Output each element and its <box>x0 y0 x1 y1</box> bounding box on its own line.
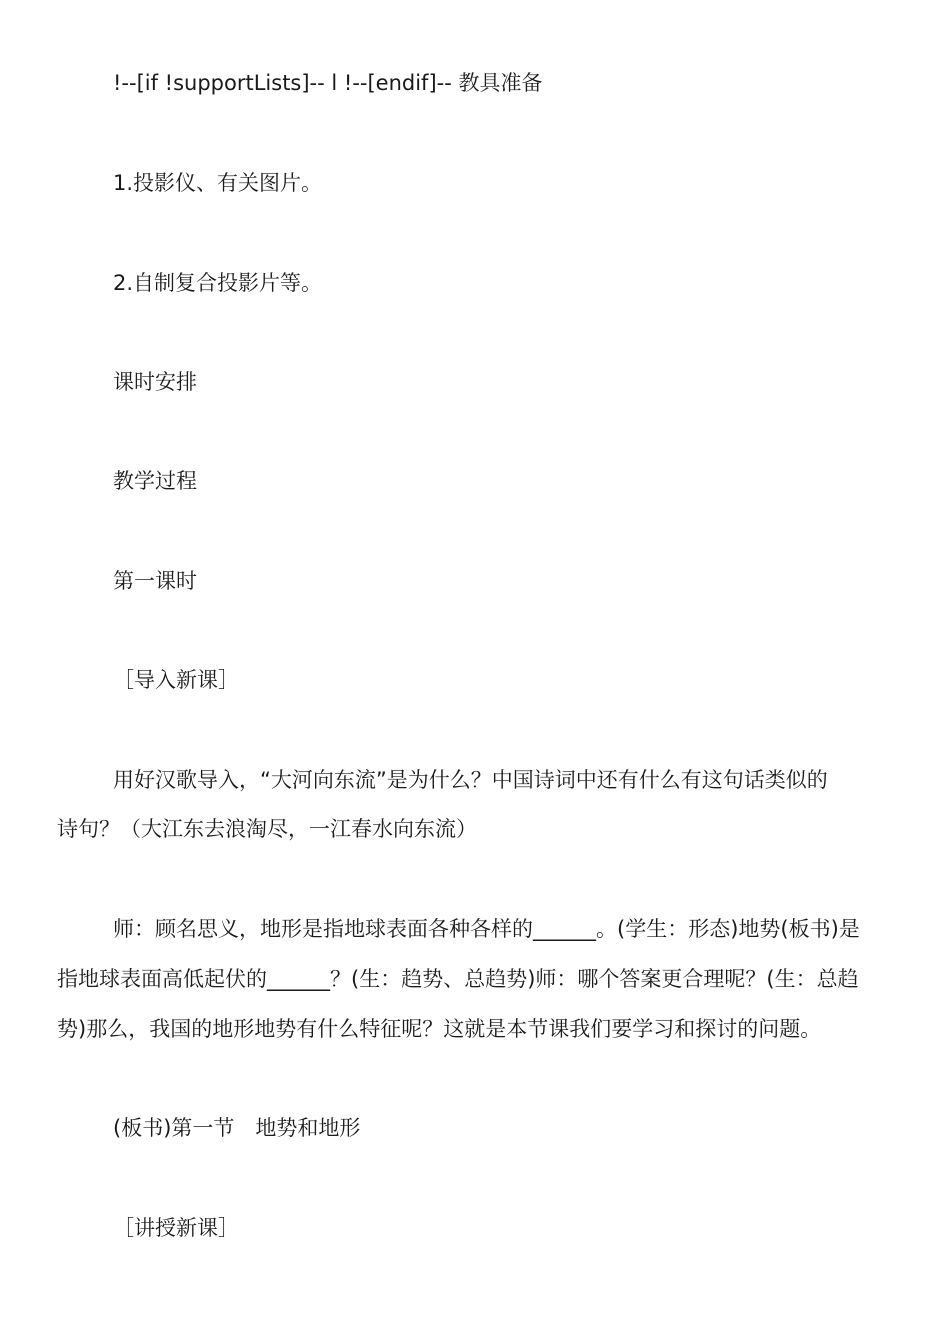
paragraph-teacher-line-2: 指地球表面高低起伏的______？(生：趋势、总趋势)师：哪个答案更合理呢？(生：总趋 <box>57 967 859 991</box>
section-intro-new-lesson: ［导入新课］ <box>113 668 239 692</box>
list-item-aid-1: 1.投影仪、有关图片。 <box>113 171 323 195</box>
heading-schedule: 课时安排 <box>113 370 197 394</box>
heading-teaching-process: 教学过程 <box>113 469 197 493</box>
heading-teaching-aids: !--[if !supportLists]-- l !--[endif]-- 教具准备 <box>113 71 543 95</box>
blackboard-section-title: (板书)第一节 地势和地形 <box>113 1116 361 1140</box>
paragraph-intro-line-1: 用好汉歌导入，“大河向东流”是为什么？中国诗词中还有什么有这句话类似的 <box>113 768 828 792</box>
list-item-aid-2: 2.自制复合投影片等。 <box>113 271 323 295</box>
paragraph-teacher-line-1: 师：顾名思义，地形是指地球表面各种各样的______。(学生：形态)地势(板书)是 <box>113 917 860 941</box>
heading-first-lesson: 第一课时 <box>113 569 197 593</box>
section-teach-new-lesson: ［讲授新课］ <box>113 1216 239 1240</box>
paragraph-intro-line-2: 诗句？（大江东去浪淘尽，一江春水向东流） <box>57 817 477 841</box>
paragraph-teacher-line-3: 势)那么，我国的地形地势有什么特征呢？这就是本节课我们要学习和探讨的问题。 <box>57 1017 822 1041</box>
